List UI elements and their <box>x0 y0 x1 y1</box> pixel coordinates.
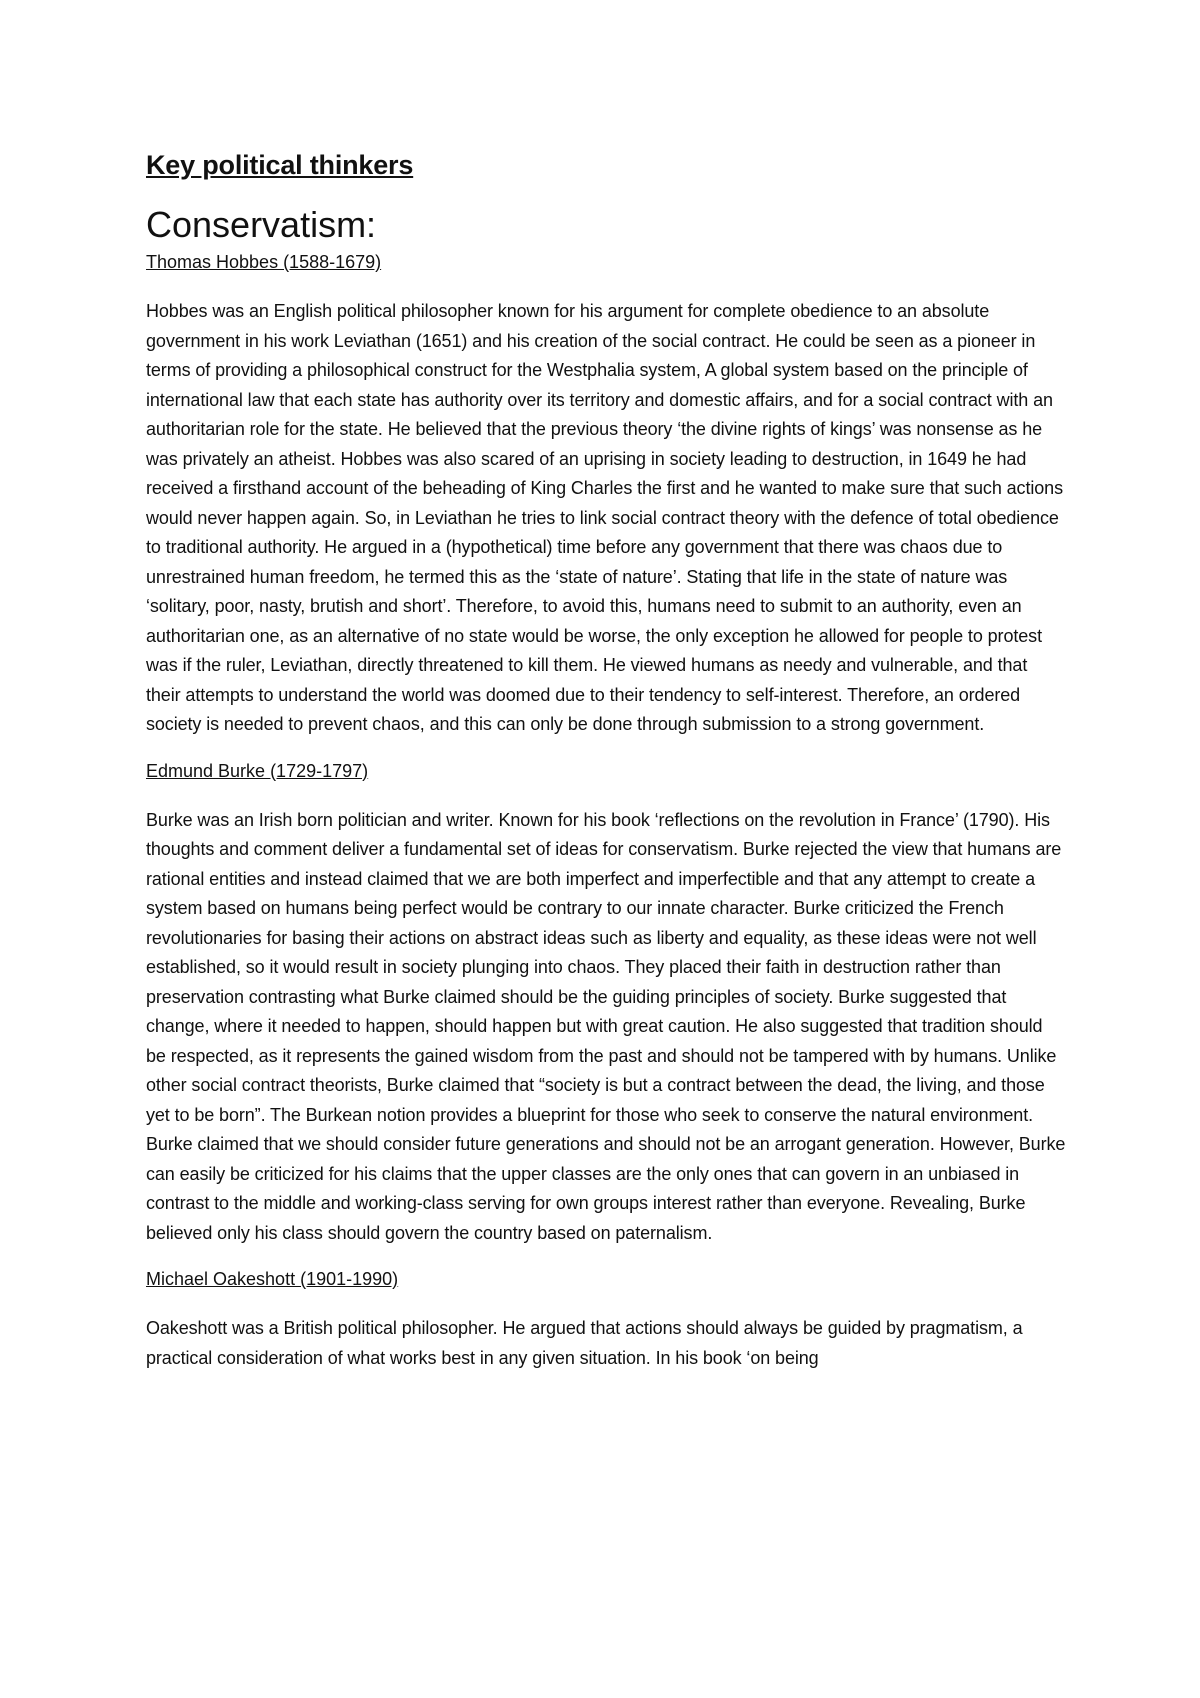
section-heading-conservatism: Conservatism: <box>146 204 377 245</box>
thinker-heading-oakeshott: Michael Oakeshott (1901-1990) <box>146 1269 399 1289</box>
thinker-paragraph-burke: Burke was an Irish born politician and writer. Known for his book ‘reflections on the revolution in France’ (1790). His thoughts and comment deliver a fundamental set of ideas for conservatism. Burke rejected the view that humans are rational entities and instead claimed that we are both imperfect and imperfectible and that any attempt to create a system based on humans being perfect would be contrary to our innate character. Burke criticized the French revolutionaries for basing their actions on abstract ideas such as liberty and equality, as these ideas were not well established, so it would result in society plunging into chaos. They placed their faith in destruction rather than preservation contrasting what Burke claimed should be the guiding principles of society. Burke suggested that change, where it needed to happen, should happen but with great caution. He also suggested that tradition should be respected, as it represents the gained wisdom from the past and should not be tampered with by humans. Unlike other social contract theorists, Burke claimed that “society is but a contract between the dead, the living, and those yet to be born”. The Burkean notion provides a blueprint for those who seek to conserve the natural environment. Burke claimed that we should consider future generations and should not be an arrogant generation. However, Burke can easily be criticized for his claims that the upper classes are the only ones that can govern in an unbiased in contrast to the middle and working-class serving for own groups interest rather than everyone. Revealing, Burke believed only his class should govern the country based on paternalism. <box>146 809 1066 1243</box>
thinker-paragraph-hobbes: Hobbes was an English political philosopher known for his argument for complete obedience to an absolute government in his work Leviathan (1651) and his creation of the social contract. He could be seen as a pioneer in terms of providing a philosophical construct for the Westphalia system, A global system based on the principle of international law that each state has authority over its territory and domestic affairs, and for a social contract with an authoritarian role for the state. He believed that the previous theory ‘the divine rights of kings’ was nonsense as he was privately an atheist. Hobbes was also scared of an uprising in society leading to destruction, in 1649 he had received a firsthand account of the beheading of King Charles the first and he wanted to make sure that such actions would never happen again. So, in Leviathan he tries to link social contract theory with the defence of total obedience to traditional authority. He argued in a (hypothetical) time before any government that there was chaos due to unrestrained human freedom, he termed this as the ‘state of nature’. Stating that life in the state of nature was ‘solitary, poor, nasty, brutish and short’. Therefore, to avoid this, humans need to submit to an authority, even an authoritarian one, as an alternative of no state would be worse, the only exception he allowed for people to protest was if the ruler, Leviathan, directly threatened to kill them. He viewed humans as needy and vulnerable, and that their attempts to understand the world was doomed due to their tendency to self-interest. Therefore, an ordered society is needed to prevent chaos, and this can only be done through submission to a strong government. <box>146 301 1063 734</box>
thinker-paragraph-oakeshott: Oakeshott was a British political philosopher. He argued that actions should always be guided by pragmatism, a practical consideration of what works best in any given situation. In his book ‘on being <box>146 1318 1023 1368</box>
thinker-heading-burke: Edmund Burke (1729-1797) <box>146 760 369 781</box>
document-body <box>146 150 1066 1391</box>
document-title: Key political thinkers <box>146 150 414 180</box>
thinker-heading-hobbes: Thomas Hobbes (1588-1679) <box>146 252 382 272</box>
